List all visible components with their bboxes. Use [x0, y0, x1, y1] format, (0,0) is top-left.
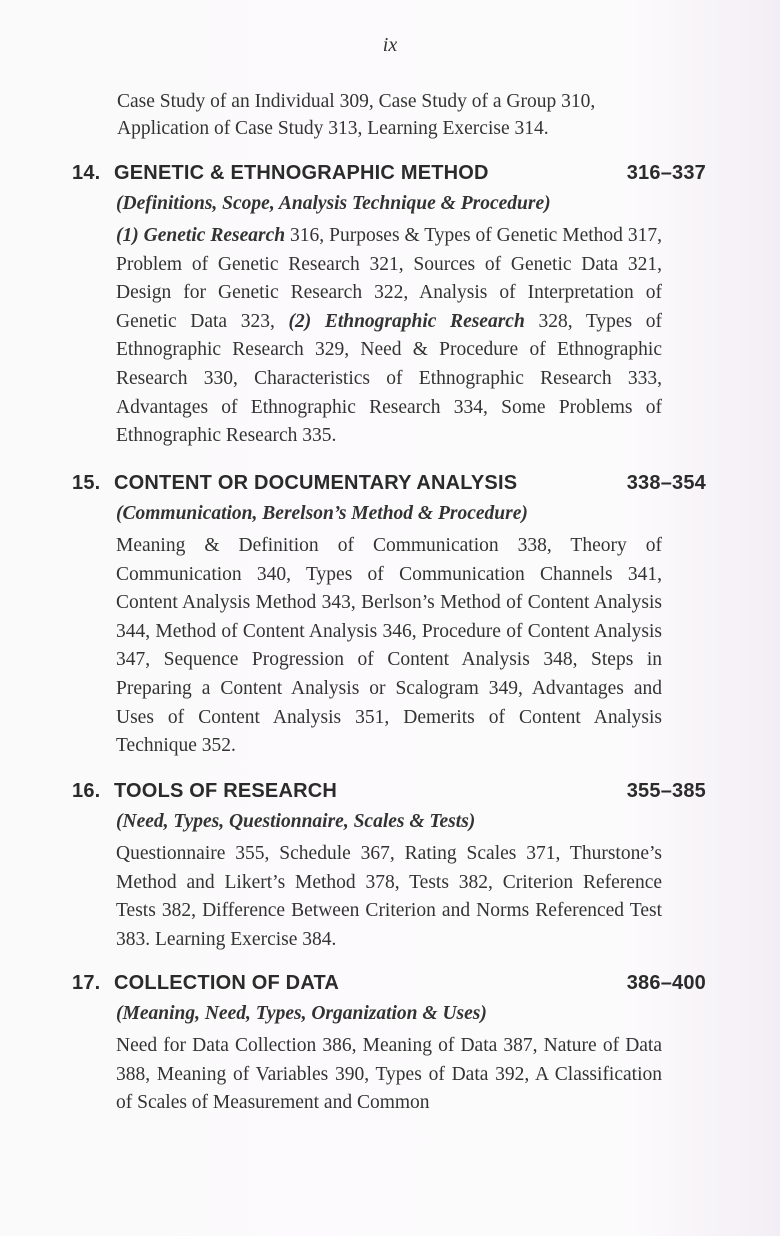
entry-subtitle: (Communication, Berelson’s Method & Procedure): [116, 503, 528, 524]
toc-entry-17: [72, 972, 706, 1118]
toc-entry-16: [72, 780, 706, 954]
entry-number: 14.: [72, 162, 101, 184]
entry-contents: Need for Data Collection 386, Meaning of Data 387, Nature of Data 388, Meaning of Variables 390, Types of Data 392, A Classification of Scales of Measurement and Common: [116, 1035, 662, 1114]
entry-contents: Meaning & Definition of Communication 338, Theory of Communication 340, Types of Communication Channels 341, Content Analysis Method 343, Berlson’s Method of Content Analysis 344, Method of Content Analysis 346, Procedure of Content Analysis 347, Sequence Progression of Content Analysis 348, Steps in Preparing a Content Analysis or Scalogram 349, Advantages and Uses of Content Analysis 351, Demerits of Content Analysis Technique 352.: [116, 535, 662, 757]
entry-heading: [72, 780, 706, 808]
entry-page-range: 386–400: [626, 972, 706, 994]
page-number: ix: [382, 34, 398, 56]
entry-number: 16.: [72, 780, 101, 802]
entry-number: 17.: [72, 972, 101, 994]
entry-contents-emphasis: (2) Ethnographic Research: [288, 310, 525, 332]
entry-heading: [72, 162, 706, 190]
entry-page-range: 316–337: [626, 162, 706, 184]
entry-contents: [116, 222, 662, 451]
entry-number: 15.: [72, 472, 101, 494]
entry-contents-emphasis: (1) Genetic Research: [116, 225, 286, 246]
entry-title: GENETIC & ETHNOGRAPHIC METHOD: [114, 162, 489, 184]
toc-entry-15: [72, 472, 706, 761]
entry-title: TOOLS OF RESEARCH: [114, 780, 338, 802]
entry-contents: Questionnaire 355, Schedule 367, Rating Scales 371, Thurstone’s Method and Likert’s Method 378, Tests 382, Criterion Reference Tests 382, Difference Between Criterion and Norms Referenced Test 383. Learning Exercise 384.: [116, 843, 662, 950]
toc-entry-14: [72, 162, 706, 451]
entry-title: COLLECTION OF DATA: [114, 972, 340, 994]
entry-page-range: 355–385: [626, 780, 706, 802]
entry-contents-text: 316, Purposes & Types of Genetic Method 317, Problem of Genetic Research 321, Sources of Genetic Data 321, Design for Genetic Research 322, Analysis of Interpretation of Genetic Data 323,: [116, 225, 662, 332]
entry-heading: [72, 472, 706, 500]
continued-entry-text: Case Study of an Individual 309, Case Study of a Group 310, Application of Case Study 313, Learning Exercise 314.: [117, 91, 596, 139]
entry-subtitle: (Definitions, Scope, Analysis Technique & Procedure): [116, 193, 551, 214]
entry-page-range: 338–354: [626, 472, 706, 494]
entry-heading: [72, 972, 706, 1000]
entry-contents-text: 328, Types of Ethnographic Research 329, Need & Procedure of Ethnographic Research 330, Characteristics of Ethnographic Research 333, Advantages of Ethnographic Research 334, Some Problems of Ethnographic Research 335.: [116, 310, 662, 447]
entry-subtitle: (Need, Types, Questionnaire, Scales & Tests): [116, 811, 476, 832]
entry-title: CONTENT OR DOCUMENTARY ANALYSIS: [114, 472, 518, 494]
entry-subtitle: (Meaning, Need, Types, Organization & Uses): [116, 1003, 487, 1024]
